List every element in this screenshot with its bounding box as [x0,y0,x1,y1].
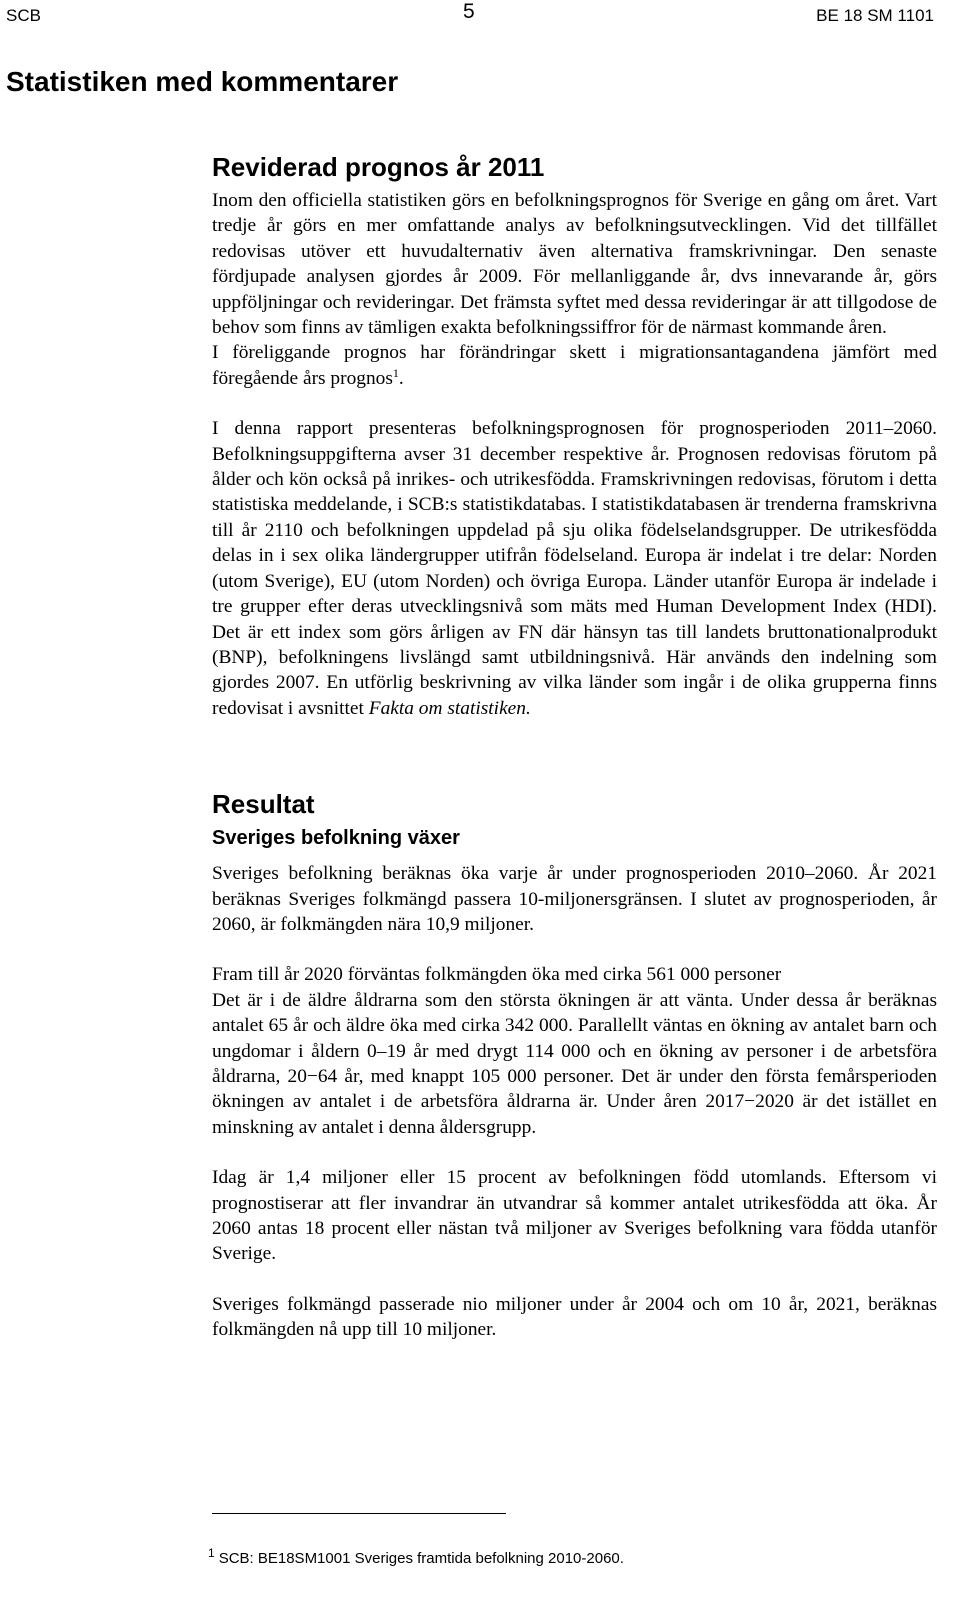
footnote-marker: 1 [208,1546,215,1560]
paragraph-report-scope-text: I denna rapport presenteras befolkningsprognosen för prognosperioden 2011–2060. Befolkningsuppgifterna avser 31 december respektive år. Prognosen redovisas förutom på ålder och kön också på inrikes- och utrikesfödda. Framskrivningen redovisas, förutom i detta statistiska meddelande, i SCB:s statistikdatabas. I statistikdatabasen är trenderna framskrivna till år 2110 och befolkningen uppdelad på sju olika födelselandsgrupper. De utrikesfödda delas in i sex olika ländergrupper utifrån födelseland. Europa är indelat i tre delar: Norden (utom Sverige), EU (utom Norden) och övriga Europa. Länder utanför Europa är indelade i tre grupper efter deras utvecklingsnivå som mäts med Human Development Index (HDI). Det är ett index som görs årligen av FN där hänsyn tas till landets bruttonationalprodukt (BNP), befolkningens livslängd samt utbildningsnivå. Här används den indelning som gjordes 2007. En utförlig beskrivning av vilka länder som ingår i de olika grupperna finns redovisat i avsnittet [212,418,937,719]
footnote-divider [212,1513,506,1514]
main-content [212,150,937,1343]
footnote-reference[interactable]: 1 [392,365,399,380]
paragraph-report-scope [212,416,937,721]
header-publisher: SCB [6,6,41,25]
fakta-reference: Fakta om statistiken. [368,697,531,719]
paragraph-population-growth: Sveriges befolkning beräknas öka varje år under prognosperioden 2010–2060. År 2021 beräknas Sveriges folkmängd passera 10-miljonersgränsen. I slutet av prognosperioden, år 2060, är folkmängden nära 10,9 miljoner. [212,863,937,935]
paragraph-migration-text: I föreliggande prognos har förändringar skett i migrationsantagandena jämfört med föregående års prognos [212,342,937,389]
paragraph-intro: Inom den officiella statistiken görs en befolkningsprognos för Sverige en gång om året. Vart tredje år görs en mer omfattande analys av befolkningsutvecklingen. Vid det tillfället redovisas utöver ett huvudalternativ även alternativa framskrivningar. Den senaste fördjupade analysen gjordes år 2009. För mellanliggande år, dvs innevarande år, görs uppföljningar och revideringar. Det främsta syftet med dessa revideringar är att tillgodose de behov som finns av tämligen exakta befolkningssiffror för de närmast kommande åren. [212,190,937,339]
section-heading-revised-forecast: Reviderad prognos år 2011 [212,152,545,182]
footnote [208,1546,624,1567]
paragraph-migration [212,340,937,391]
footnote-text: SCB: BE18SM1001 Sveriges framtida befolkning 2010-2060. [218,1550,624,1567]
paragraph-until-2020-line: Fram till år 2020 förväntas folkmängden öka med cirka 561 000 personer [212,964,782,986]
paragraph-migration-end: . [398,367,404,389]
paragraph-until-2020: Det är i de äldre åldrarna som den största ökningen är att vänta. Under dessa år beräknas antalet 65 år och äldre öka med cirka 342 000. Parallellt väntas en ökning av antalet barn och ungdomar i åldern 0–19 år med drygt 114 000 och en ökning av personer i de arbetsföra åldrarna, 20−64 år, med knappt 105 000 personer. Det är under den första femårsperioden ökningen av antalet i de arbetsföra åldrarna är. Under åren 2017−2020 är det istället en minskning av antalet i denna åldersgrupp. [212,989,937,1138]
main-title: Statistiken med kommentarer [6,66,399,97]
paragraph-milestones: Sveriges folkmängd passerade nio miljoner under år 2004 och om 10 år, 2021, beräknas folkmängden nå upp till 10 miljoner. [212,1293,937,1341]
section-heading-results: Resultat [212,789,315,820]
page-header [0,0,960,30]
report-code: BE 18 SM 1101 [816,6,934,25]
page-number: 5 [463,0,475,23]
subheading-population-grows: Sveriges befolkning växer [212,827,460,850]
paragraph-foreign-born: Idag är 1,4 miljoner eller 15 procent av befolkningen född utomlands. Eftersom vi prognostiserar att fler invandrar än utvandrar så kommer antalet utrikesfödda att öka. År 2060 antas 18 procent eller nästan två miljoner av Sveriges befolkning vara födda utanför Sverige. [212,1167,937,1265]
